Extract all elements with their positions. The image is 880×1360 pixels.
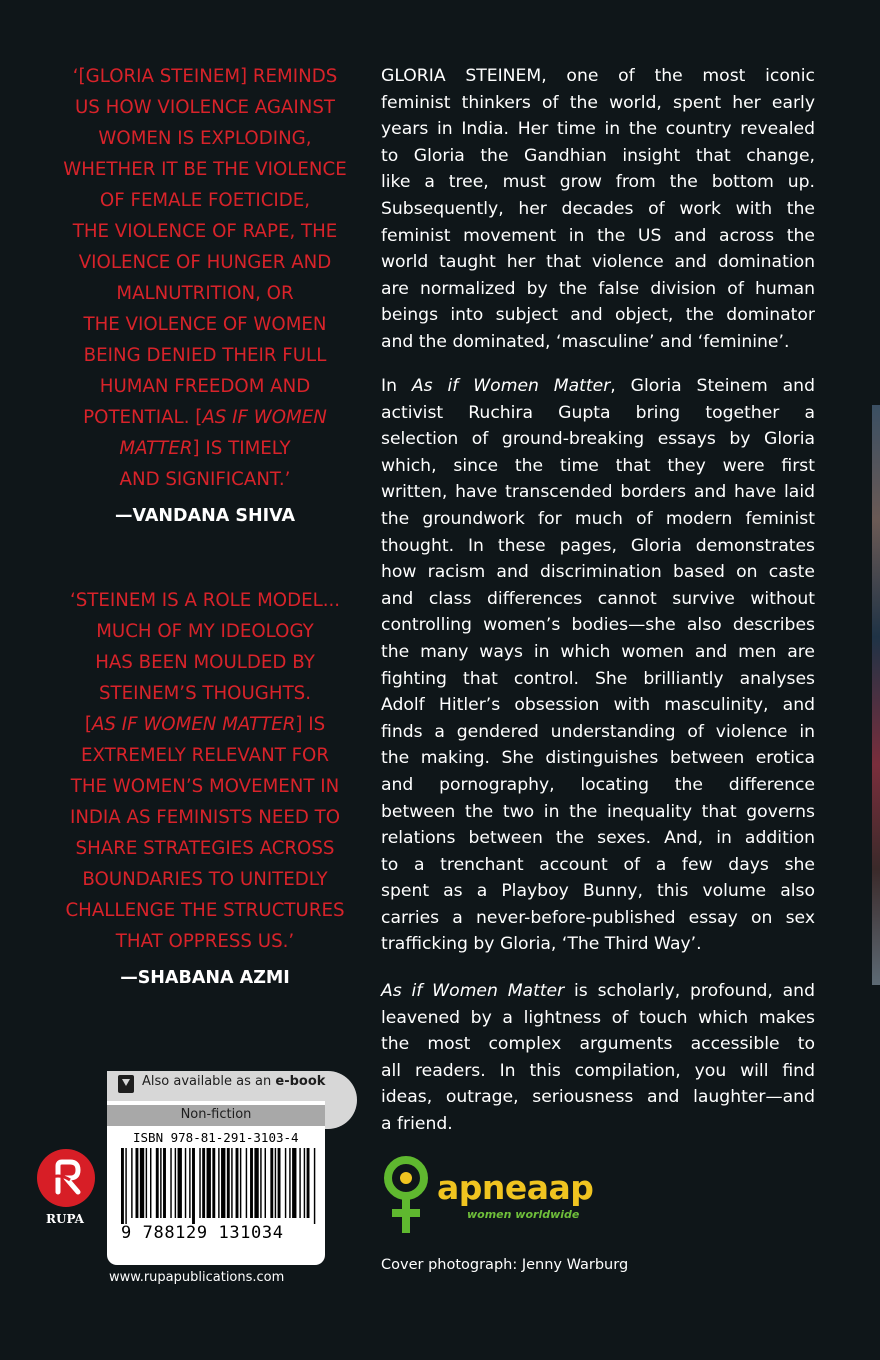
quote-line: BOUNDARIES TO UNITEDLY bbox=[82, 869, 328, 890]
barcode-bar bbox=[265, 1148, 266, 1218]
quote-line: AND SIGNIFICANT.’ bbox=[119, 469, 291, 490]
barcode-bar bbox=[121, 1148, 124, 1224]
barcode-bar bbox=[185, 1148, 186, 1218]
barcode-bar bbox=[207, 1148, 211, 1218]
blurb-line: are normalized by the false division of human bbox=[381, 278, 815, 299]
blurb-line: between the two in the inequality that governs bbox=[381, 801, 815, 822]
blurb-line: carries a never-before-published essay on sex bbox=[381, 907, 815, 928]
quote-line: INDIA AS FEMINISTS NEED TO bbox=[69, 807, 341, 828]
quote-line: VIOLENCE OF HUNGER AND bbox=[78, 252, 332, 273]
barcode-bar bbox=[175, 1148, 176, 1218]
barcode-bar bbox=[292, 1148, 296, 1218]
blurb-line: activist Ruchira Gupta bring together a bbox=[381, 402, 815, 423]
barcode-bar bbox=[304, 1148, 305, 1218]
blurb-line bbox=[381, 978, 815, 1005]
quote-line: CHALLENGE THE STRUCTURES bbox=[65, 900, 345, 921]
blurb-paragraph-3 bbox=[381, 978, 815, 1138]
barcode-bar bbox=[240, 1148, 241, 1218]
barcode-bar bbox=[131, 1148, 132, 1218]
quote-line: BEING DENIED THEIR FULL bbox=[83, 345, 327, 366]
barcode-bar bbox=[221, 1148, 225, 1218]
barcode-bar bbox=[289, 1148, 290, 1218]
barcode-bar bbox=[192, 1148, 195, 1224]
blurb-line: the groundwork for much of modern feminist bbox=[381, 508, 815, 529]
ebook-notice-text: Also available as an bbox=[142, 1074, 276, 1089]
quote-attribution: —SHABANA AZMI bbox=[120, 968, 290, 988]
quote-line: ‘STEINEM IS A ROLE MODEL... bbox=[69, 590, 341, 611]
quote-line: THAT OPPRESS US.’ bbox=[115, 931, 295, 952]
download-icon bbox=[118, 1075, 134, 1093]
blurb-text: , Gloria Steinem and bbox=[610, 376, 815, 396]
blurb-line: feminist movement in the US and across the bbox=[381, 225, 815, 246]
quote-line: OF FEMALE FOETICIDE, bbox=[99, 190, 311, 211]
barcode-bar bbox=[299, 1148, 300, 1218]
blurb-line: and pornography, locating the difference bbox=[381, 774, 815, 795]
barcode-bar bbox=[250, 1148, 253, 1218]
blurb-line: selection of ground-breaking essays by Gloria bbox=[381, 429, 815, 450]
barcode-bar bbox=[307, 1148, 310, 1218]
apneaap-tagline: women worldwide bbox=[467, 1208, 580, 1221]
barcode-bar bbox=[163, 1148, 166, 1218]
quote-line bbox=[40, 433, 370, 464]
book-title-italic: MATTER bbox=[119, 438, 193, 459]
barcode-bar bbox=[170, 1148, 171, 1218]
blurb-line: a friend. bbox=[381, 1113, 453, 1134]
genre-label: Non-fiction bbox=[180, 1107, 252, 1122]
barcode-bar bbox=[218, 1148, 219, 1218]
blurb-line: leavened by a lightness of touch which makes bbox=[381, 1007, 815, 1028]
barcode-bar bbox=[236, 1148, 239, 1218]
barcode-bar bbox=[156, 1148, 159, 1218]
quote-line: THE VIOLENCE OF RAPE, THE bbox=[72, 221, 338, 242]
blurb-text: In bbox=[381, 376, 412, 396]
barcode-bar bbox=[146, 1148, 147, 1218]
quote-line: HAS BEEN MOULDED BY bbox=[95, 652, 315, 673]
photo-credit: Cover photograph: Jenny Warburg bbox=[381, 1257, 629, 1273]
quote-text: ] IS bbox=[295, 714, 326, 735]
isbn-number: ISBN 978-81-291-3103-4 bbox=[133, 1130, 299, 1145]
barcode-bar bbox=[212, 1148, 215, 1218]
barcode-bar bbox=[246, 1148, 247, 1218]
quote-line: EXTREMELY RELEVANT FOR bbox=[80, 745, 330, 766]
quote-line bbox=[40, 402, 370, 433]
barcode-digits: 9 788129 131034 bbox=[121, 1223, 284, 1243]
barcode-bar bbox=[260, 1148, 261, 1218]
blurb-line: years in India. Her time in the country revealed bbox=[381, 119, 815, 140]
barcode-bar bbox=[125, 1148, 126, 1224]
quote-line: SHARE STRATEGIES ACROSS bbox=[75, 838, 335, 859]
book-title-italic: As if Women Matter bbox=[381, 981, 565, 1001]
quote-line: WOMEN IS EXPLODING, bbox=[98, 128, 312, 149]
barcode-bar bbox=[136, 1148, 139, 1218]
quote-line: WHETHER IT BE THE VIOLENCE bbox=[63, 159, 347, 180]
blurb-line: the most complex arguments accessible to bbox=[381, 1034, 815, 1055]
quote-attribution: —VANDANA SHIVA bbox=[114, 506, 296, 526]
quote-text: [ bbox=[84, 714, 92, 735]
barcode-bar bbox=[227, 1148, 230, 1218]
blurb-line: GLORIA STEINEM, one of the most iconic bbox=[381, 66, 815, 86]
barcode-bar bbox=[275, 1148, 276, 1218]
blurb-line: relations between the sexes. And, in addition bbox=[381, 828, 815, 849]
blurb-line: world taught her that violence and domination bbox=[381, 252, 815, 273]
blurb-line bbox=[381, 373, 815, 400]
quote-line: STEINEM’S THOUGHTS. bbox=[98, 683, 312, 704]
quote-text: ] IS TIMELY bbox=[192, 438, 291, 459]
barcode-bar bbox=[160, 1148, 161, 1218]
quote-line bbox=[40, 709, 370, 740]
blurb-line: which, since the time that they were first bbox=[381, 455, 815, 476]
blurb-paragraph-1 bbox=[381, 63, 815, 356]
publisher-name: RUPA bbox=[46, 1212, 84, 1226]
blurb-line: Adolf Hitler’s obsession with masculinity, and bbox=[381, 695, 815, 716]
quote-line: MUCH OF MY IDEOLOGY bbox=[96, 621, 314, 642]
barcode-bar bbox=[270, 1148, 273, 1218]
quote-shabana-azmi bbox=[40, 585, 370, 957]
cover-photo-edge bbox=[872, 405, 880, 985]
blurb-line: and the dominated, ‘masculine’ and ‘feminine’. bbox=[381, 331, 790, 352]
rupa-logo-icon bbox=[36, 1148, 96, 1208]
barcode-bar bbox=[254, 1148, 258, 1218]
blurb-line: written, have transcended borders and have laid bbox=[381, 482, 815, 503]
blurb-line: thought. In these pages, Gloria demonstrates bbox=[381, 535, 815, 556]
quote-line: ‘[GLORIA STEINEM] REMINDS bbox=[72, 66, 338, 87]
blurb-line: ideas, outrage, seriousness and laughter—and bbox=[381, 1087, 815, 1108]
blurb-text: is scholarly, profound, and bbox=[564, 981, 815, 1001]
blurb-line: the many ways in which women and men are bbox=[381, 641, 815, 662]
barcode-bar bbox=[199, 1148, 200, 1218]
blurb-paragraph-2 bbox=[381, 373, 815, 958]
blurb-line: Subsequently, her decades of work with the bbox=[381, 198, 815, 219]
barcode bbox=[121, 1148, 317, 1224]
blurb-line: spent as a Playboy Bunny, this volume also bbox=[381, 881, 815, 902]
barcode-bar bbox=[231, 1148, 232, 1218]
quote-line: THE WOMEN’S MOVEMENT IN bbox=[70, 776, 340, 797]
blurb-line: fighting that control. She brilliantly analyses bbox=[381, 668, 815, 689]
blurb-line: to a trenchant account of a few days she bbox=[381, 854, 815, 875]
quote-line: MALNUTRITION, OR bbox=[116, 283, 294, 304]
apneaap-female-symbol-icon bbox=[381, 1155, 435, 1235]
ebook-notice bbox=[142, 1074, 325, 1089]
barcode-bar bbox=[178, 1148, 182, 1218]
quote-line: THE VIOLENCE OF WOMEN bbox=[83, 314, 327, 335]
barcode-bar bbox=[140, 1148, 144, 1218]
quote-line: US HOW VIOLENCE AGAINST bbox=[75, 97, 335, 118]
ebook-notice-bold: e-book bbox=[275, 1074, 326, 1089]
barcode-bar bbox=[150, 1148, 151, 1218]
quote-line: HUMAN FREEDOM AND bbox=[99, 376, 311, 397]
publisher-website: www.rupapublications.com bbox=[109, 1270, 285, 1285]
blurb-line: feminist thinkers of the world, spent her early bbox=[381, 92, 815, 113]
book-title-italic: As if Women Matter bbox=[411, 376, 611, 396]
barcode-bar bbox=[314, 1148, 315, 1224]
book-title-italic: AS IF WOMEN bbox=[202, 407, 327, 428]
apneaap-logo-text: apneaap bbox=[437, 1168, 594, 1207]
quote-text: POTENTIAL. [ bbox=[83, 407, 203, 428]
blurb-line: all readers. In this compilation, you will find bbox=[381, 1060, 815, 1081]
blurb-line: to Gloria the Gandhian insight that change, bbox=[381, 145, 815, 166]
blurb-line: finds a gendered understanding of violence in bbox=[381, 721, 815, 742]
quote-vandana-shiva bbox=[40, 61, 370, 495]
blurb-line: beings into subject and object, the dominator bbox=[381, 305, 815, 326]
barcode-bar bbox=[189, 1148, 190, 1218]
blurb-line: trafficking by Gloria, ‘The Third Way’. bbox=[381, 934, 702, 955]
blurb-line: the making. She distinguishes between erotica bbox=[381, 748, 815, 769]
barcode-bar bbox=[202, 1148, 205, 1218]
blurb-line: controlling women’s bodies—she also describes bbox=[381, 615, 815, 636]
barcode-bar bbox=[278, 1148, 281, 1218]
blurb-line: how racism and discrimination based on caste bbox=[381, 562, 815, 583]
book-title-italic: AS IF WOMEN MATTER bbox=[91, 714, 296, 735]
barcode-bar bbox=[285, 1148, 286, 1218]
blurb-line: and class differences cannot survive without bbox=[381, 588, 815, 609]
blurb-line: like a tree, must grow from the bottom up. bbox=[381, 172, 815, 193]
